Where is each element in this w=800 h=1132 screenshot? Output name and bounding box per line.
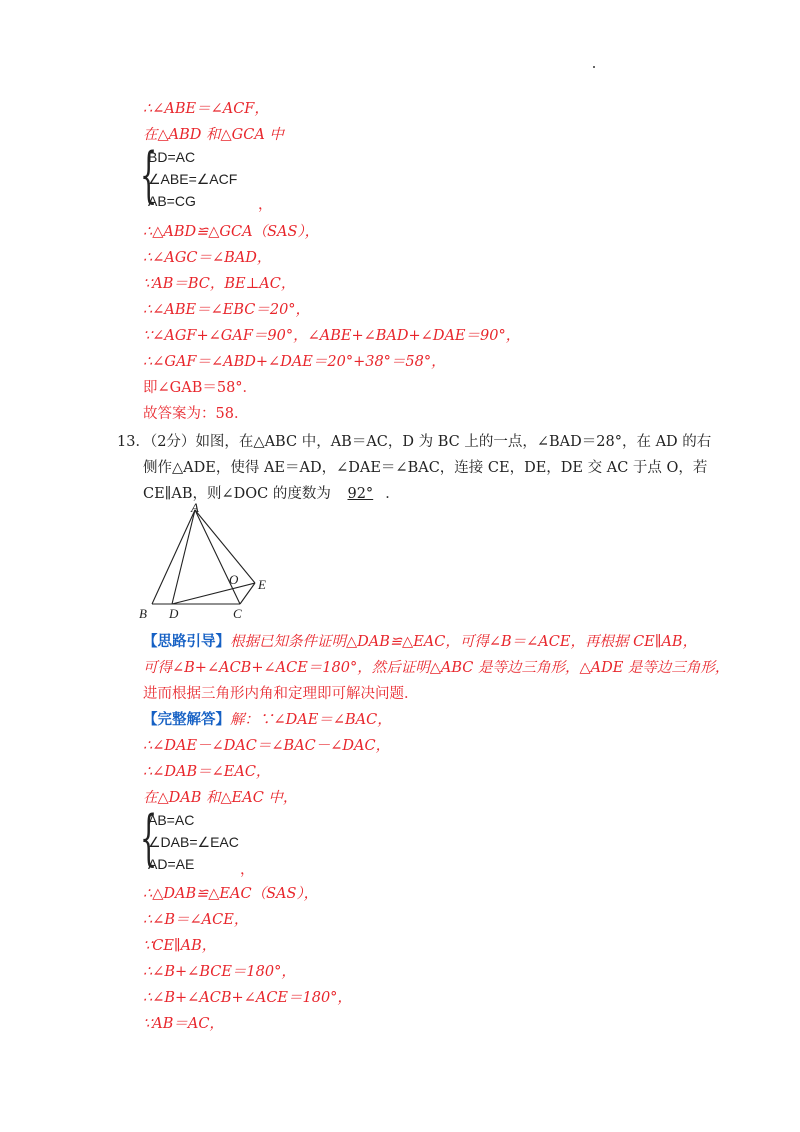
system-eq: ∠DAB=∠EAC: [148, 834, 239, 850]
solution-line: ∴△ABD≌△GCA（SAS），: [143, 224, 320, 240]
solution-line: 故答案为：58．: [143, 406, 249, 422]
question-period: ．: [385, 486, 400, 502]
label-d: D: [169, 606, 179, 621]
equation-system: [140, 803, 270, 878]
segment-ad: [172, 510, 195, 604]
solution-line: ∴∠B＝∠ACE，: [143, 912, 249, 928]
answer-blank: 92°: [347, 486, 374, 502]
solution-line: ∵AB＝BC，BE⊥AC，: [143, 276, 296, 292]
question-line: [117, 430, 711, 451]
solution-line: 在△DAB 和△EAC 中，: [143, 790, 298, 806]
solution-line: [143, 708, 392, 729]
brace-symbol: {: [140, 140, 158, 210]
solution-line: ∴∠ABE＝∠EBC＝20°，: [143, 302, 311, 318]
question-score: （2分）: [149, 434, 196, 450]
page-dot: [593, 66, 595, 68]
system-comma: ，: [258, 197, 273, 213]
solution-line: ∵CE∥AB，: [143, 938, 217, 954]
solution-line: ∴∠GAF＝∠ABD+∠DAE＝20°+38°＝58°，: [143, 354, 446, 370]
question-number: 13．: [117, 434, 150, 450]
label-o: O: [229, 572, 239, 587]
equation-system: [140, 140, 273, 213]
system-eq: BD=AC: [148, 149, 196, 165]
question-text: 如图，在△ABC 中，AB＝AC，D 为 BC 上的一点，∠BAD＝28°，在 AD 的右: [195, 434, 712, 450]
label-a: A: [191, 500, 199, 515]
hint-line: 可得∠B+∠ACB+∠ACE＝180°，然后证明△ABC 是等边三角形，△ADE 是等边三角形，: [143, 660, 730, 676]
solution-line: ∴∠AGC＝∠BAD，: [143, 250, 272, 266]
solution-line: ∴∠DAE－∠DAC＝∠BAC－∠DAC，: [143, 738, 391, 754]
solution-text: 解：∵∠DAE＝∠BAC，: [230, 712, 392, 728]
hint-line: 进而根据三角形内角和定理即可解决问题．: [143, 686, 419, 702]
segment-ab: [152, 510, 195, 604]
solution-line: ∴∠ABE＝∠ACF，: [143, 101, 269, 117]
hint-tag: 【思路引导】: [143, 633, 230, 650]
system-eq: AB=CG: [148, 193, 196, 209]
solution-line: 在△ABD 和△GCA 中: [143, 127, 284, 143]
label-e: E: [258, 577, 266, 592]
solution-line: ∴∠DAB＝∠EAC，: [143, 764, 271, 780]
hint-text: 根据已知条件证明△DAB≌△EAC，可得∠B＝∠ACE，再根据 CE∥AB，: [230, 634, 698, 650]
geometry-figure: [135, 500, 285, 625]
solution-line: ∴△DAB≌△EAC（SAS），: [143, 886, 319, 902]
system-eq: AD=AE: [148, 856, 195, 872]
solution-line: ∴∠B+∠BCE＝180°，: [143, 964, 296, 980]
solution-line: ∵AB＝AC，: [143, 1016, 224, 1032]
solution-line: ∵∠AGF+∠GAF＝90°，∠ABE+∠BAD+∠DAE＝90°，: [143, 328, 521, 344]
question-line: 侧作△ADE，使得 AE＝AD，∠DAE＝∠BAC，连接 CE，DE，DE 交 AC 于点 O，若: [143, 460, 708, 476]
brace-symbol: {: [140, 803, 158, 873]
system-comma: ，: [240, 862, 255, 878]
solution-line: ∴∠B+∠ACB+∠ACE＝180°，: [143, 990, 352, 1006]
label-c: C: [233, 606, 242, 621]
solution-line: 即∠GAB＝58°．: [143, 380, 258, 396]
system-eq: AB=AC: [148, 812, 195, 828]
system-eq: ∠ABE=∠ACF: [148, 171, 238, 187]
hint-line: [143, 630, 697, 651]
question-text: CE∥AB，则∠DOC 的度数为: [143, 486, 331, 502]
label-b: B: [139, 606, 147, 621]
solution-tag: 【完整解答】: [143, 711, 230, 728]
